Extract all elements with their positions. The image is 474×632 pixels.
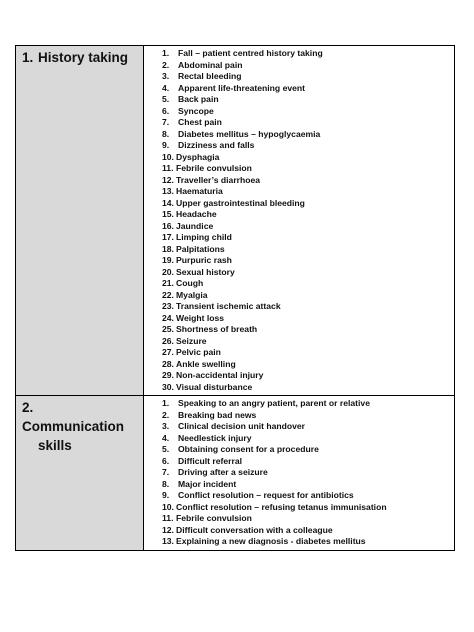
list-item-number: 3. bbox=[162, 71, 170, 81]
list-item-text: Difficult conversation with a colleague bbox=[176, 524, 333, 535]
list-item bbox=[162, 479, 454, 491]
list-item-text: Purpuric rash bbox=[176, 255, 232, 265]
section-heading-cell bbox=[16, 46, 144, 396]
list-item-number: 10. bbox=[162, 151, 174, 162]
list-item-text: Dizziness and falls bbox=[178, 140, 255, 150]
list-item-number: 8. bbox=[162, 478, 170, 489]
list-item bbox=[162, 370, 454, 382]
list-item-text: Conflict resolution – refusing tetanus immunisation bbox=[176, 501, 387, 512]
topics-table bbox=[15, 45, 455, 551]
list-item-text: Chest pain bbox=[178, 117, 222, 127]
list-item-number: 25. bbox=[162, 324, 174, 334]
list-item-text: Apparent life-threatening event bbox=[178, 82, 306, 93]
list-item bbox=[162, 83, 454, 95]
list-item-number: 21. bbox=[162, 278, 174, 288]
list-item-number: 15. bbox=[162, 209, 174, 219]
list-item bbox=[162, 513, 454, 525]
list-item-number: 9. bbox=[162, 490, 170, 500]
list-item-number: 2. bbox=[162, 409, 170, 420]
section-items-cell bbox=[144, 396, 455, 551]
list-item-number: 30. bbox=[162, 381, 174, 392]
list-item-text: Shortness of breath bbox=[176, 324, 258, 334]
list-item-number: 9. bbox=[162, 140, 170, 150]
list-item-number: 8. bbox=[162, 128, 170, 139]
list-item bbox=[162, 336, 454, 348]
list-item bbox=[162, 324, 454, 336]
list-item-text: Driving after a seizure bbox=[178, 467, 268, 477]
list-item-number: 7. bbox=[162, 467, 170, 477]
list-item bbox=[162, 106, 454, 118]
history-taking-list bbox=[144, 46, 454, 395]
list-item-text: Febrile convulsion bbox=[176, 163, 252, 173]
list-item-number: 27. bbox=[162, 347, 174, 357]
section-number: 2. bbox=[22, 400, 34, 415]
list-item-text: Rectal bleeding bbox=[178, 71, 242, 81]
list-item-number: 19. bbox=[162, 255, 174, 265]
list-item bbox=[162, 232, 454, 244]
list-item-text: Febrile convulsion bbox=[176, 513, 252, 523]
section-title-line2: skills bbox=[38, 438, 72, 453]
list-item-number: 12. bbox=[162, 524, 174, 535]
list-item-number: 26. bbox=[162, 335, 174, 346]
list-item-text: Fall – patient centred history taking bbox=[178, 48, 323, 58]
list-item bbox=[162, 290, 454, 302]
list-item bbox=[162, 421, 454, 433]
list-item bbox=[162, 502, 454, 514]
list-item-number: 11. bbox=[162, 163, 174, 173]
list-item-number: 23. bbox=[162, 301, 174, 311]
list-item bbox=[162, 94, 454, 106]
list-item bbox=[162, 359, 454, 371]
list-item-text: Palpitations bbox=[176, 243, 225, 254]
list-item-number: 17. bbox=[162, 232, 174, 242]
section-heading-cell bbox=[16, 396, 144, 551]
list-item-text: Difficult referral bbox=[178, 455, 242, 466]
list-item bbox=[162, 221, 454, 233]
list-item bbox=[162, 60, 454, 72]
section-row-history-taking bbox=[16, 46, 455, 396]
list-item-text: Headache bbox=[176, 209, 217, 219]
list-item-text: Jaundice bbox=[176, 220, 214, 231]
list-item bbox=[162, 267, 454, 279]
list-item-number: 28. bbox=[162, 358, 174, 369]
list-item-text: Ankle swelling bbox=[176, 358, 236, 369]
list-item-number: 1. bbox=[162, 398, 170, 408]
list-item-text: Sexual history bbox=[176, 266, 235, 277]
list-item-text: Transient ischemic attack bbox=[176, 301, 281, 311]
list-item-text: Obtaining consent for a procedure bbox=[178, 444, 319, 454]
section-title bbox=[16, 396, 143, 455]
list-item-number: 12. bbox=[162, 174, 174, 185]
list-item-text: Explaining a new diagnosis - diabetes mellitus bbox=[176, 536, 366, 546]
list-item-text: Myalgia bbox=[176, 289, 208, 300]
list-item-number: 11. bbox=[162, 513, 174, 523]
section-row-communication-skills bbox=[16, 396, 455, 551]
section-title bbox=[16, 46, 143, 67]
list-item bbox=[162, 209, 454, 221]
list-item-text: Haematuria bbox=[176, 186, 223, 196]
list-item bbox=[162, 525, 454, 537]
list-item bbox=[162, 198, 454, 210]
list-item bbox=[162, 444, 454, 456]
list-item-text: Breaking bad news bbox=[178, 409, 257, 420]
communication-skills-list bbox=[144, 396, 454, 550]
list-item-number: 16. bbox=[162, 220, 174, 231]
list-item-number: 13. bbox=[162, 186, 174, 196]
list-item-number: 1. bbox=[162, 48, 170, 58]
list-item-text: Seizure bbox=[176, 335, 207, 346]
list-item bbox=[162, 536, 454, 548]
section-title-line1: History taking bbox=[38, 50, 129, 65]
list-item-text: Conflict resolution – request for antibiotics bbox=[178, 490, 354, 500]
list-item-text: Pelvic pain bbox=[176, 347, 221, 357]
list-item bbox=[162, 152, 454, 164]
list-item-text: Cough bbox=[176, 278, 204, 288]
list-item-number: 14. bbox=[162, 197, 174, 208]
list-item-text: Traveller’s diarrhoea bbox=[176, 174, 261, 185]
list-item bbox=[162, 140, 454, 152]
list-item bbox=[162, 175, 454, 187]
list-item bbox=[162, 244, 454, 256]
list-item-text: Non-accidental injury bbox=[176, 370, 264, 380]
list-item-number: 10. bbox=[162, 501, 174, 512]
section-title-line1: Communication bbox=[22, 419, 125, 434]
list-item-text: Visual disturbance bbox=[176, 381, 253, 392]
list-item-text: Syncope bbox=[178, 105, 214, 116]
list-item bbox=[162, 186, 454, 198]
list-item-text: Upper gastrointestinal bleeding bbox=[176, 197, 305, 208]
list-item-number: 7. bbox=[162, 117, 170, 127]
list-item bbox=[162, 163, 454, 175]
list-item bbox=[162, 347, 454, 359]
list-item bbox=[162, 71, 454, 83]
list-item bbox=[162, 313, 454, 325]
list-item-text: Abdominal pain bbox=[178, 59, 243, 70]
section-items-cell bbox=[144, 46, 455, 396]
list-item bbox=[162, 456, 454, 468]
list-item bbox=[162, 382, 454, 394]
list-item bbox=[162, 467, 454, 479]
list-item-text: Weight loss bbox=[176, 312, 225, 323]
list-item-number: 4. bbox=[162, 432, 170, 443]
list-item bbox=[162, 301, 454, 313]
list-item-number: 3. bbox=[162, 421, 170, 431]
list-item-number: 4. bbox=[162, 82, 170, 93]
list-item-text: Dysphagia bbox=[176, 151, 220, 162]
list-item-text: Major incident bbox=[178, 478, 237, 489]
list-item-number: 5. bbox=[162, 94, 170, 104]
list-item bbox=[162, 433, 454, 445]
list-item bbox=[162, 490, 454, 502]
list-item-text: Limping child bbox=[176, 232, 232, 242]
list-item-number: 29. bbox=[162, 370, 174, 380]
list-item-text: Speaking to an angry patient, parent or relative bbox=[178, 398, 370, 408]
list-item-text: Clinical decision unit handover bbox=[178, 421, 306, 431]
list-item-number: 5. bbox=[162, 444, 170, 454]
list-item-text: Back pain bbox=[178, 94, 219, 104]
list-item bbox=[162, 129, 454, 141]
list-item-number: 18. bbox=[162, 243, 174, 254]
list-item bbox=[162, 255, 454, 267]
list-item bbox=[162, 410, 454, 422]
list-item-number: 13. bbox=[162, 536, 174, 546]
list-item bbox=[162, 398, 454, 410]
list-item-number: 6. bbox=[162, 105, 170, 116]
list-item bbox=[162, 117, 454, 129]
list-item-text: Diabetes mellitus – hypoglycaemia bbox=[178, 128, 321, 139]
list-item-number: 2. bbox=[162, 59, 170, 70]
list-item-number: 24. bbox=[162, 312, 174, 323]
list-item-number: 22. bbox=[162, 289, 174, 300]
section-number: 1. bbox=[22, 50, 34, 65]
list-item bbox=[162, 48, 454, 60]
list-item-text: Needlestick injury bbox=[178, 432, 252, 443]
list-item-number: 20. bbox=[162, 266, 174, 277]
list-item bbox=[162, 278, 454, 290]
list-item-number: 6. bbox=[162, 455, 170, 466]
